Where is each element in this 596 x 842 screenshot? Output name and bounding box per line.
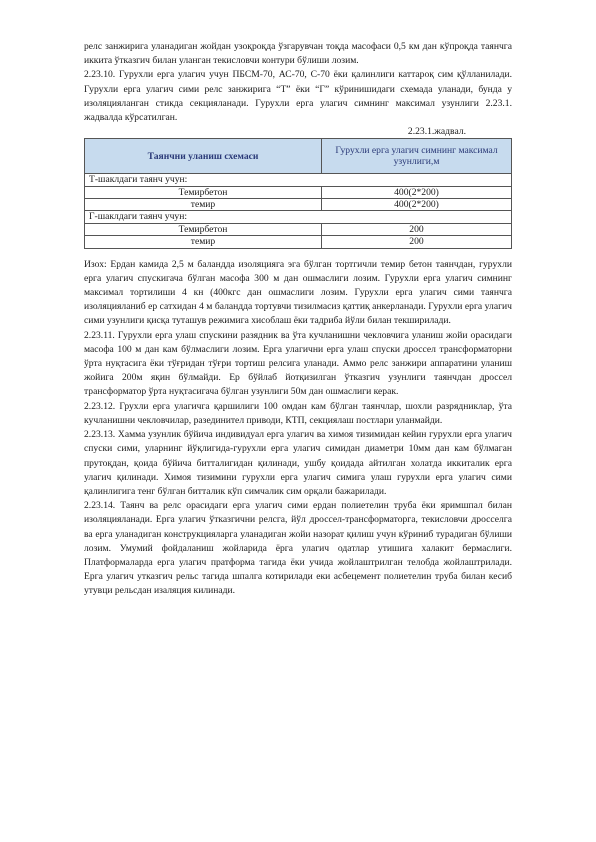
table-row [85, 186, 512, 198]
table-row [85, 199, 512, 211]
paragraph-continuation: релс занжирига уланадиган жойдан узоқроқда ўзгарувчан тоқда масофаси 0,5 км дан кўпроқда таянчга иккита ўтказгич билан уланган текисловчи контури бўлиши лозим. [84, 41, 512, 67]
cell-support-type: темир [85, 199, 322, 211]
section-title-g-shape: Г-шаклдаги таянч учун: [85, 211, 512, 223]
section-title-t-shape: Т-шаклдаги таянч учун: [85, 174, 512, 186]
table-header-max-length: Гурухли ерга улагич симнинг максимал узунлиги,м [322, 139, 512, 174]
table-section-row [85, 211, 512, 223]
paragraph-2-23-13: 2.23.13. Хамма узунлик бўйича индивидуал ерга улагич ва химоя тизимидан кейин гурухли ерга улагич спуски сими, уларнинг йўқлигида-гурухли ерга улагич симидан диаметри 10мм дан кам бўлмаган прутоқдан, қоида бўйича битталигидан қилинади, ушбу қоидада айтилган холатда иккиталик ерга улагич қилинади. Химоя тизимини гурухли ерга улагич симига улаш гурухли ерга улагич сими қалинлигига тенг бўлган битталик кўп симчалик сим орқали бажарилади. [84, 429, 512, 497]
table-row [85, 223, 512, 235]
table-header-scheme: Таянчни уланиш схемаси [85, 139, 322, 174]
table-row [85, 236, 512, 248]
paragraph-2-23-10: 2.23.10. Гурухли ерга улагич учун ПБСМ-70, АС-70, С-70 ёки қалинлиги каттароқ сим қўлланилади. Гурухли ерга улагич сими релс занжирига “Т” ёки “Г” кўринишидаги схемада уланади, бунда у изоляцияланган стикда секцияланади. Гурухли ерга улагич симнинг максимал узунлиги 2.23.1. жадвалда кўрсатилган. [84, 69, 512, 124]
paragraph-note: Изох: Ердан камида 2,5 м баландда изоляцияга эга бўлган тортгичли темир бетон таянчдан, гурухли ерга улагич спускигача бўлган масофа 300 м дан ошмаслиги лозим. Гурухли ерга улагич симнинг максимал тортилиши 4 кн (400кгс дан ошмаслиги лозим. Гурухли ерга улагич сими таянчга изоляцияланиб ер сатхидан 4 м баландда тортувчи тизилмасиз қаттиқ анкерланади. Гурухли ерга улагич сими узунлиги қисқа туташув режимига хисоблаш ёки тадриба йўли билан текширилади. [84, 258, 512, 327]
table-caption: 2.23.1.жадвал. [407, 126, 466, 138]
paragraph-2-23-11: 2.23.11. Гурухли ерга улаш спускини разядник ва ўта кучланишни чекловчига уланиш жойи орасидаги масофа 100 м дан кам бўлмаслиги лозим. Ерга улагични ерга улаш спуски дроссел трансформаторни ўрта нуқтасига ёки тўғридан тўғри тортиш релсига уланади. Аммо релс занжири аппаратини уланиш жойига 200м яқин бўлмайди. Ер бўйлаб йотқизилган ўтказгич узунлиги таянчдан дроссел трансформатор ўрта нуқтасигача бўлган узунлиги 50м дан ошмаслиги керак. [84, 329, 512, 398]
cell-support-type: Темирбетон [85, 223, 322, 235]
paragraph-2-23-12: 2.23.12. Грухли ерга улагичга қаршилиги 100 омдан кам бўлган таянчлар, шохли разрядниклар, ўта кучланишни чекловчилар, разединител приводи, КТП, секциялаш постлари уланмайди. [84, 400, 512, 426]
max-length-table [84, 138, 512, 248]
cell-support-type: темир [85, 236, 322, 248]
cell-max-length: 400(2*200) [322, 199, 512, 211]
cell-max-length: 400(2*200) [322, 186, 512, 198]
cell-max-length: 200 [322, 223, 512, 235]
table-header-row [85, 139, 512, 174]
cell-support-type: Темирбетон [85, 186, 322, 198]
document-page [84, 40, 512, 599]
cell-max-length: 200 [322, 236, 512, 248]
table-section-row [85, 174, 512, 186]
paragraph-2-23-14: 2.23.14. Таянч ва релс орасидаги ерга улагич сими ердан полиетелин труба ёки яримшпал билан изоляцияланади. Ерга улагич ўтказгични релсга, йўл дроссел-трансформаторга, текисловчи дросселга ва ерга уланадиган конструкцияларга уланадиган жойи назорат қилиш учун кўриниб турадиган бўлиши лозим. Умумий фойдаланиш жойларида ёрга улагич одатлар утишига халакит бермаслиги. Платформаларда ерга улагич пратформа тагида ёки учида жойлаштрилган телобда жойлаштрилади. Ерга улагич утказгич рельс тагида шпалга котирилади еки асбецемент полиетелин труба билан кесиб утувци рельсдан изаляция килинади. [84, 500, 512, 597]
